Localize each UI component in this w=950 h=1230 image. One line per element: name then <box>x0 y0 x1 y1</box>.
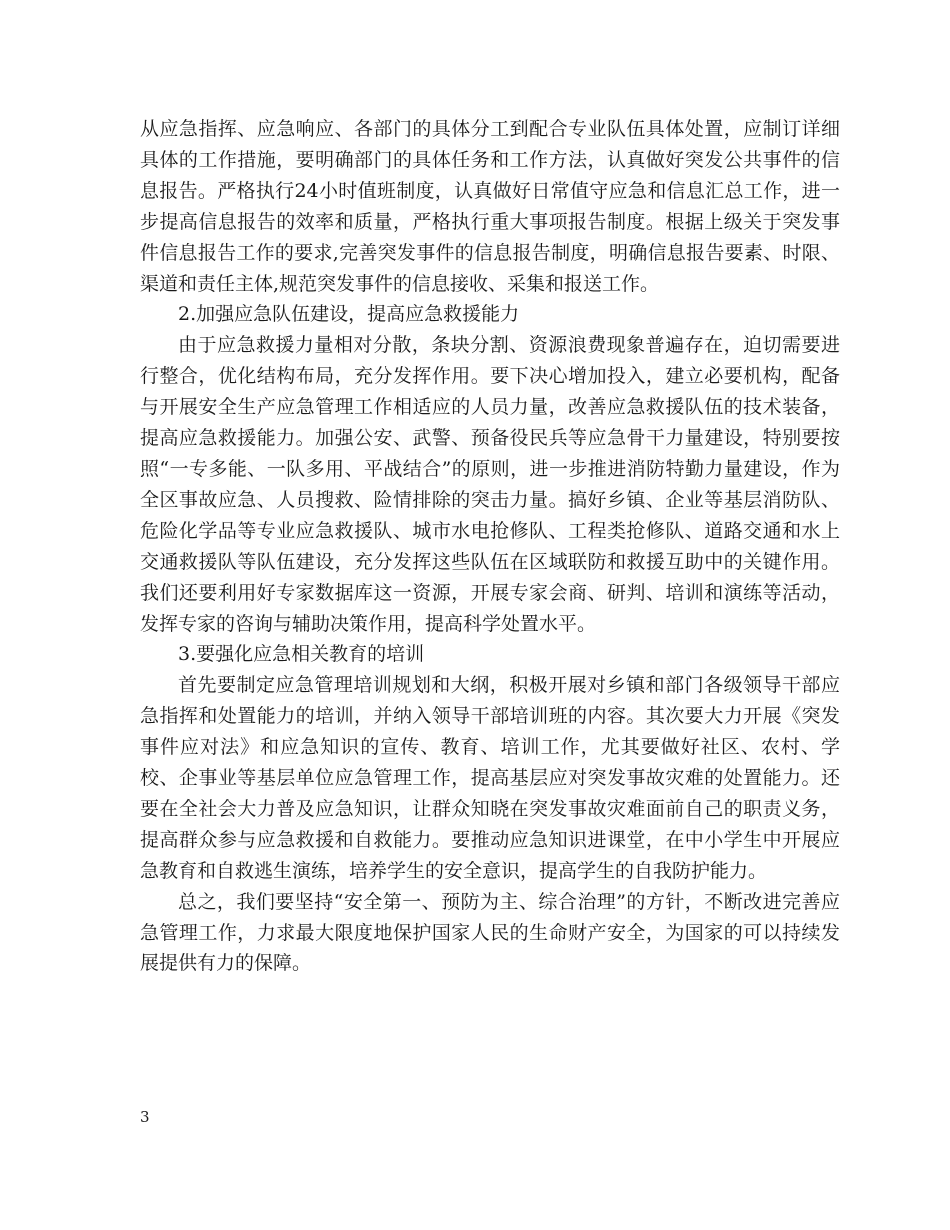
heading-emergency-team-building: 2.加强应急队伍建设，提高应急救援能力 <box>178 303 520 326</box>
page-number: 3 <box>140 1108 150 1126</box>
heading-emergency-education-training: 3.要强化应急相关教育的培训 <box>178 643 425 666</box>
paragraph-emergency-team-building: 由于应急救援力量相对分散，条块分割、资源浪费现象普遍存在，迫切需要进行整合，优化结构布局，充分发挥作用。要下决心增加投入，建立必要机构，配备与开展安全生产应急管理工作相适应的人员力量，改善应急救援队伍的技术装备，提高应急救援能力。加强公安、武警、预备役民兵等应急骨干力量建设，特别要按照“一专多能、一队多用、平战结合”的原则，进一步推进消防特勤力量建设，作为全区事故应急、人员搜救、险情排除的突击力量。搞好乡镇、企业等基层消防队、危险化学品等专业应急救援队、城市水电抢修队、工程类抢修队、道路交通和水上交通救援队等队伍建设，充分发挥这些队伍在区域联防和救援互助中的关键作用。我们还要利用好专家数据库这一资源，开展专家会商、研判、培训和演练等活动，发挥专家的咨询与辅助决策作用，提高科学处置水平。 <box>140 334 840 635</box>
paragraph-emergency-education-training: 首先要制定应急管理培训规划和大纲，积极开展对乡镇和部门各级领导干部应急指挥和处置能力的培训，并纳入领导干部培训班的内容。其次要大力开展《突发事件应对法》和应急知识的宣传、教育、培训工作，尤其要做好社区、农村、学校、企事业等基层单位应急管理工作，提高基层应对突发事故灾难的处置能力。还要在全社会大力普及应急知识，让群众知晓在突发事故灾难面前自己的职责义务，提高群众参与应急救援和自救能力。要推动应急知识进课堂，在中小学生中开展应急教育和自救逃生演练，培养学生的安全意识，提高学生的自我防护能力。 <box>140 674 840 882</box>
paragraph-conclusion: 总之，我们要坚持“安全第一、预防为主、综合治理”的方针，不断改进完善应急管理工作，力求最大限度地保护国家人民的生命财产安全，为国家的可以持续发展提供有力的保障。 <box>140 890 840 975</box>
document-body <box>140 114 840 979</box>
paragraph-information-reporting: 从应急指挥、应急响应、各部门的具体分工到配合专业队伍具体处置，应制订详细具体的工作措施，要明确部门的具体任务和工作方法，认真做好突发公共事件的信息报告。严格执行24小时值班制度，认真做好日常值守应急和信息汇总工作，进一步提高信息报告的效率和质量，严格执行重大事项报告制度。根据上级关于突发事件信息报告工作的要求,完善突发事件的信息报告制度，明确信息报告要素、时限、渠道和责任主体,规范突发事件的信息接收、采集和报送工作。 <box>140 118 840 295</box>
